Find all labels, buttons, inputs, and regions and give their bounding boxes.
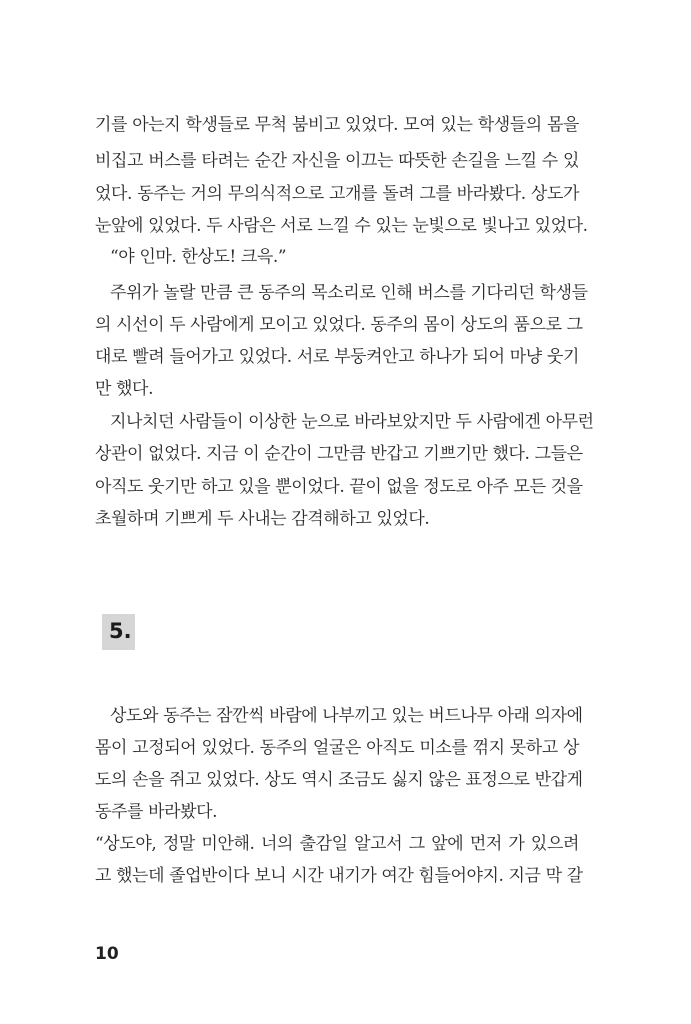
text-line: 기를 아는지 학생들로 무척 붐비고 있었다. 모여 있는 학생들의 몸을	[95, 115, 579, 135]
text-line: 비집고 버스를 타려는 순간 자신을 이끄는 따뜻한 손길을 느낄 수 있	[95, 151, 579, 171]
dialogue-line: “야 인마. 한상도! 크윽.”	[110, 247, 287, 267]
text-line: 눈앞에 있었다. 두 사람은 서로 느낄 수 있는 눈빛으로 빛나고 있었다.	[95, 216, 588, 236]
text-line: 상관이 없었다. 지금 이 순간이 그만큼 반갑고 기쁘기만 했다. 그들은	[95, 444, 583, 464]
chapter-number: 5.	[109, 619, 132, 643]
text-line: 었다. 동주는 거의 무의식적으로 고개를 돌려 그를 바라봤다. 상도가	[95, 184, 579, 204]
chapter-heading	[102, 614, 135, 650]
page-number: 10	[95, 944, 119, 964]
text-line: 주위가 놀랄 만큼 큰 동주의 목소리로 인해 버스를 기다리던 학생들	[110, 283, 588, 303]
text-line: 의 시선이 두 사람에게 모이고 있었다. 동주의 몸이 상도의 품으로 그	[95, 315, 583, 335]
text-line: 초월하며 기쁘게 두 사내는 감격해하고 있었다.	[95, 509, 430, 529]
text-line: 상도와 동주는 잠깐씩 바람에 나부끼고 있는 버드나무 아래 의자에	[110, 706, 583, 726]
text-line: 도의 손을 쥐고 있었다. 상도 역시 조금도 싫지 않은 표정으로 반갑게	[95, 770, 583, 790]
dialogue-line: “상도야, 정말 미안해. 너의 출감일 알고서 그 앞에 먼저 가 있으려	[95, 834, 579, 854]
text-line: 대로 빨려 들어가고 있었다. 서로 부둥켜안고 하나가 되어 마냥 웃기	[95, 347, 579, 367]
text-line: 만 했다.	[95, 379, 154, 399]
text-line: 지나치던 사람들이 이상한 눈으로 바라보았지만 두 사람에겐 아무런	[110, 412, 594, 432]
text-line: 동주를 바라봤다.	[95, 802, 218, 822]
text-line: 아직도 웃기만 하고 있을 뿐이었다. 끝이 없을 정도로 아주 모든 것을	[95, 477, 583, 497]
text-line: 몸이 고정되어 있었다. 동주의 얼굴은 아직도 미소를 꺾지 못하고 상	[95, 738, 579, 758]
text-line: 고 했는데 졸업반이다 보니 시간 내기가 여간 힘들어야지. 지금 막 갈	[95, 866, 583, 886]
